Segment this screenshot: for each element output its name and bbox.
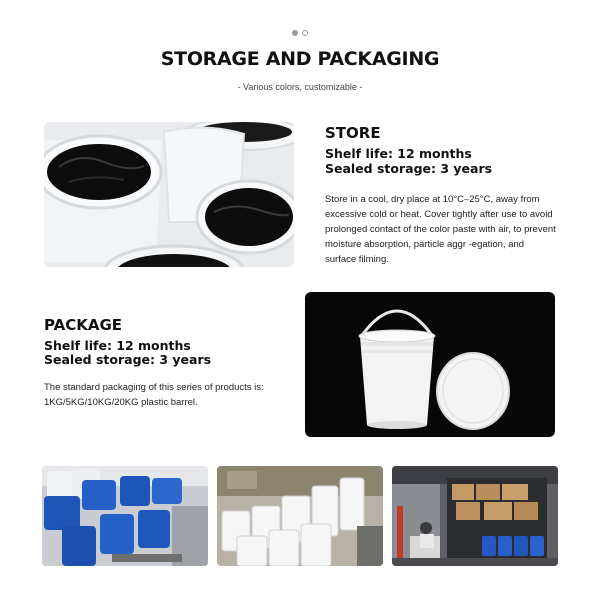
package-heading: PACKAGE <box>44 316 123 334</box>
package-shelf-life: Shelf life: 12 months <box>44 338 191 353</box>
store-description: Store in a cool, dry place at 10°C–25°C, away from excessive cold or heat. Cover tightly after use to avoid prolonged contact of the color paste with air, to prevent moisture absorption, particle aggr -egation, and surface filming. <box>325 194 556 265</box>
warehouse-photo-white-buckets <box>217 466 383 566</box>
store-shelf-life: Shelf life: 12 months <box>325 146 472 161</box>
store-heading: STORE <box>325 124 381 142</box>
package-photo-white-barrel <box>305 292 555 437</box>
page-title: STORAGE AND PACKAGING <box>160 48 440 70</box>
warehouse-photo-truck-loading <box>392 466 558 566</box>
package-sealed-storage: Sealed storage: 3 years <box>44 352 212 367</box>
page-subtitle: - Various colors, customizable - <box>237 82 363 92</box>
pager-dot-2[interactable] <box>302 30 308 36</box>
pager-dot-1[interactable] <box>292 30 298 36</box>
store-photo-black-paste-buckets <box>44 122 294 267</box>
warehouse-photo-blue-drums <box>42 466 208 566</box>
pager-dots <box>0 30 600 36</box>
package-description: The standard packaging of this series of products is: 1KG/5KG/10KG/20KG plastic barrel. <box>44 382 264 408</box>
store-sealed-storage: Sealed storage: 3 years <box>325 161 493 176</box>
